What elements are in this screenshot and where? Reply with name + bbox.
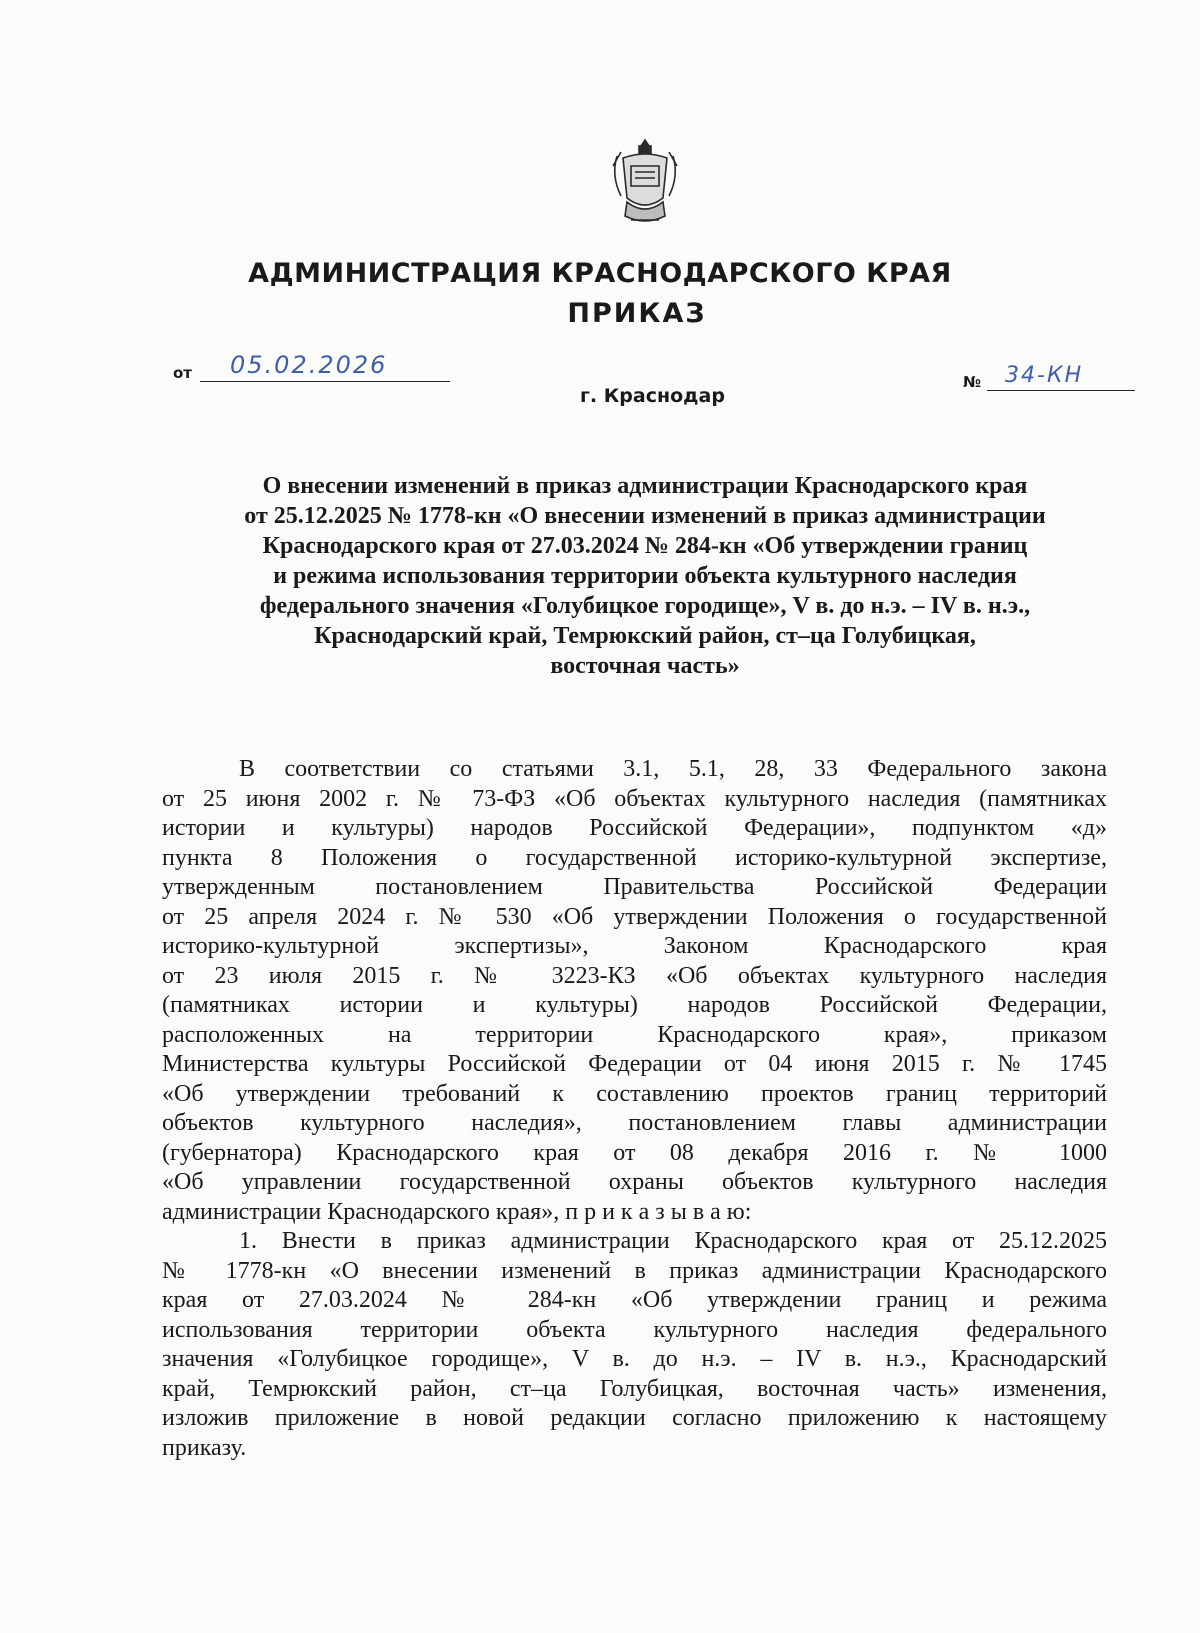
handwritten-date: 05.02.2026: [230, 351, 388, 379]
body-line: «Об утверждении требований к составлению проектов границ территорий: [162, 1080, 1107, 1107]
heading-line: федерального значения «Голубицкое городище», V в. до н.э. – IV в. н.э.,: [259, 593, 1031, 619]
document-heading: [175, 471, 1115, 681]
date-prefix: от: [173, 364, 192, 382]
body-line: использования территории объекта культурного наследия федерального: [162, 1316, 1107, 1343]
body-line: историко-культурной экспертизы», Законом Краснодарского края: [162, 933, 1107, 959]
coat-of-arms-icon: [609, 136, 681, 230]
body-line: от 23 июля 2015 г. № 3223-КЗ «Об объектах культурного наследия: [162, 962, 1107, 989]
heading-line: О внесении изменений в приказ администрации Краснодарского края: [262, 473, 1028, 499]
body-line: приказу.: [162, 1434, 247, 1461]
number-field: [963, 364, 1135, 391]
heading-line: и режима использования территории объекта культурного наследия: [273, 563, 1017, 589]
body-line: края от 27.03.2024 № 284-кн «Об утверждении границ и режима: [162, 1287, 1107, 1313]
body-line: значения «Голубицкое городище», V в. до н.э. – IV в. н.э., Краснодарский: [162, 1346, 1107, 1372]
document-type: ПРИКАЗ: [567, 298, 707, 329]
body-line: В соответствии со статьями 3.1, 5.1, 28, 33 Федерального закона: [239, 756, 1107, 782]
body-line: от 25 апреля 2024 г. № 530 «Об утверждении Положения о государственной: [162, 903, 1107, 930]
body-line: объектов культурного наследия», постановлением главы администрации: [162, 1110, 1107, 1136]
body-line: край, Темрюкский район, ст–ца Голубицкая, восточная часть» изменения,: [162, 1375, 1107, 1402]
number-line: [987, 364, 1135, 391]
body-line: (губернатора) Краснодарского края от 08 декабря 2016 г. № 1000: [162, 1139, 1107, 1166]
body-line: пункта 8 Положения о государственной историко-культурной экспертизе,: [162, 844, 1107, 871]
body-line: № 1778-кн «О внесении изменений в приказ администрации Краснодарского: [162, 1257, 1107, 1284]
body-line: истории и культуры) народов Российской Федерации», подпунктом «д»: [162, 815, 1107, 841]
document-body: [162, 755, 1107, 1463]
body-line: утвержденным постановлением Правительства Российской Федерации: [162, 874, 1107, 900]
handwritten-number: 34-КН: [1005, 363, 1084, 388]
date-field: [173, 351, 450, 382]
body-line: (памятниках истории и культуры) народов Российской Федерации,: [162, 992, 1107, 1018]
heading-line: от 25.12.2025 № 1778-кн «О внесении изменений в приказ администрации: [244, 503, 1046, 529]
body-line: «Об управлении государственной охраны объектов культурного наследия: [162, 1169, 1107, 1195]
body-line: расположенных на территории Краснодарского края», приказом: [162, 1021, 1107, 1048]
heading-line: Краснодарского края от 27.03.2024 № 284-кн «Об утверждении границ: [262, 533, 1028, 559]
heading-line: восточная часть»: [550, 653, 740, 679]
body-line: администрации Краснодарского края», п р и к а з ы в а ю:: [162, 1198, 752, 1225]
city-label: г. Краснодар: [580, 385, 725, 407]
organization-title: АДМИНИСТРАЦИЯ КРАСНОДАРСКОГО КРАЯ: [248, 258, 952, 289]
body-line: 1. Внести в приказ администрации Краснодарского края от 25.12.2025: [239, 1228, 1107, 1254]
body-line: от 25 июня 2002 г. № 73-ФЗ «Об объектах культурного наследия (памятниках: [162, 785, 1107, 812]
number-prefix: №: [963, 373, 982, 391]
heading-line: Краснодарский край, Темрюкский район, ст–ца Голубицкая,: [314, 623, 976, 649]
date-line: [200, 351, 450, 382]
body-line: Министерства культуры Российской Федерации от 04 июня 2015 г. № 1745: [162, 1051, 1107, 1077]
body-line: изложив приложение в новой редакции согласно приложению к настоящему: [162, 1405, 1107, 1431]
